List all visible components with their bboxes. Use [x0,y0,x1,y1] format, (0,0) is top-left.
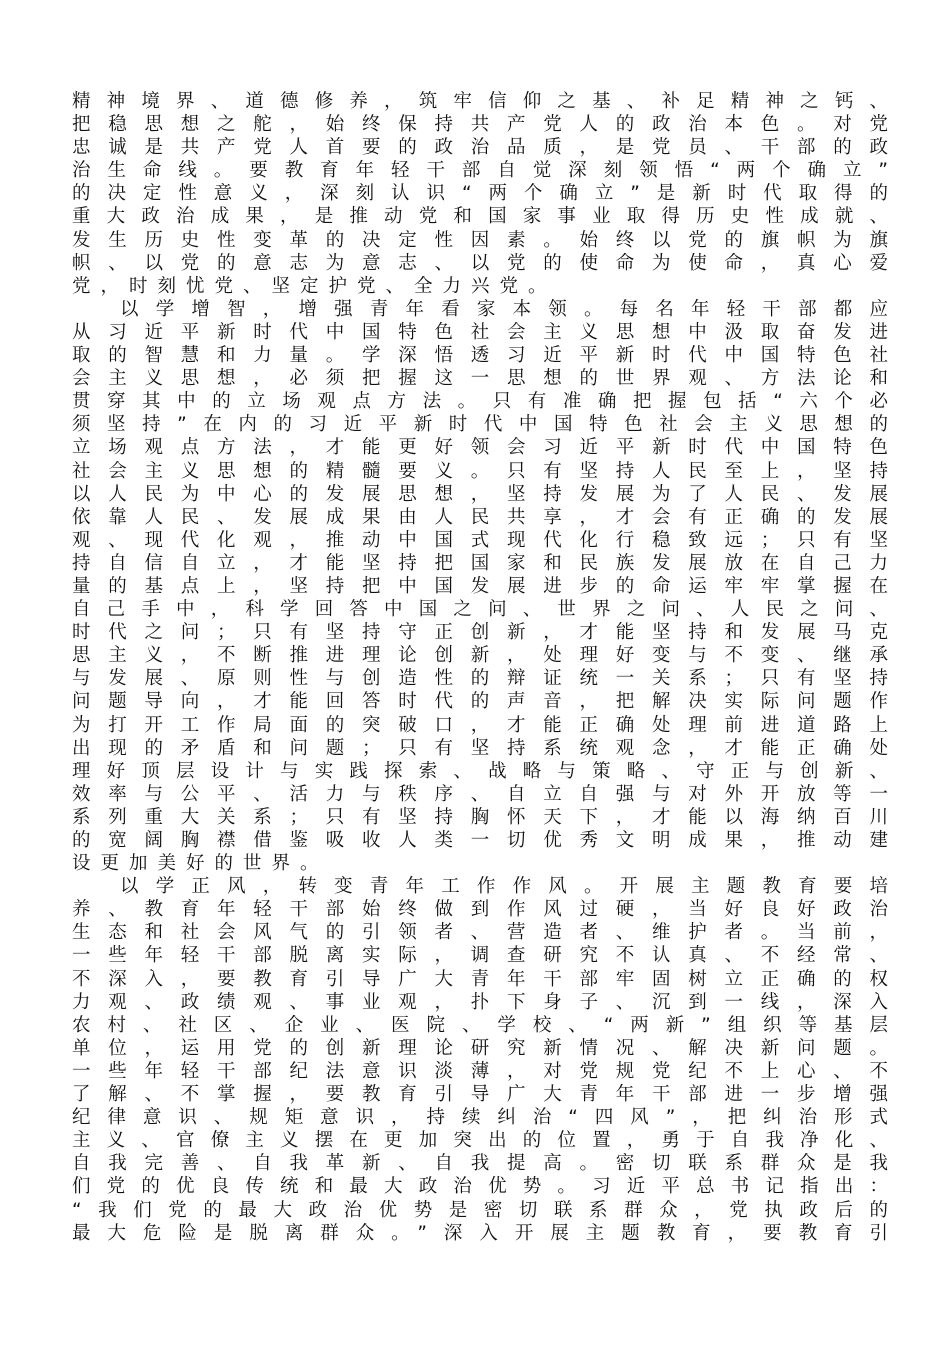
text-line: 系列重大关系；只有坚持胸怀天下，才能以海纳百川 [72,806,888,828]
text-line: 自己手中，科学回答中国之问、世界之问、人民之问、 [72,599,888,621]
document-page [72,90,888,1245]
text-line: 问题导向，才能回答时代的声音，把解决实际问题作 [72,691,888,713]
text-line: 的宽阔胸襟借鉴吸收人类一切优秀文明成果，推动建 [72,830,888,851]
text-line: 理好顶层设计与实践探索、战略与策略、守正与创新、 [72,760,888,782]
text-line: 精神境界、道德修养，筑牢信仰之基、补足精神之钙、 [72,91,888,112]
text-line: 一些年轻干部脱离实际，调查研究不认真、不经常、 [72,945,888,967]
text-line: 主义、官僚主义摆在更加突出的位置，勇于自我净化、 [72,1130,888,1152]
text-line: 取的智慧和力量。学深悟透习近平新时代中国特色社 [72,345,888,367]
text-line: 忠诚是共产党人首要的政治品质，是党员、干部的政 [72,137,888,159]
text-line: 社会主义思想的精髓要义。只有坚持人民至上，坚持 [72,460,888,482]
text-line: 持自信自立，才能坚持把国家和民族发展放在自己力 [72,552,888,574]
text-line: 不深入，要教育引导广大青年干部牢固树立正确的权 [72,968,888,990]
text-line: 以人民为中心的发展思想，坚持发展为了人民、发展 [72,483,888,505]
text-line: 与发展、原则性与创造性的辩证统一关系；只有坚持 [72,668,888,690]
text-line: “我们党的最大政治优势是密切联系群众，党执政后的 [72,1199,888,1221]
text-line: 单位，运用党的创新理论研究新情况、解决新问题。 [72,1037,888,1059]
text-line: 时代之问；只有坚持守正创新，才能坚持和发展马克 [72,622,888,644]
text-line: 力观、政绩观、事业观，扑下身子、沉到一线，深入 [72,991,888,1013]
text-line: 农村、社区、企业、医院、学校、“两新”组织等基层 [72,1014,888,1036]
text-line: 生态和社会风气的引领者、营造者、维护者。当前， [72,922,888,944]
text-line: 了解、不掌握，要教育引导广大青年干部进一步增强 [72,1084,888,1106]
text-line: 贯穿其中的立场观点方法。只有准确把握包括“六个必 [72,391,888,413]
text-line: 重大政治成果，是推动党和国家事业取得历史性成就、 [72,206,888,228]
text-line: 帜、以党的意志为意志、以党的使命为使命，真心爱 [72,252,888,274]
text-line: 最大危险是脱离群众。”深入开展主题教育，要教育引 [72,1222,888,1244]
text-line: 量的基点上，坚持把中国发展进步的命运牢牢掌握在 [72,575,888,597]
text-line: 立场观点方法，才能更好领会习近平新时代中国特色 [72,437,888,459]
text-line: 思主义，不断推进理论创新，处理好变与不变、继承 [72,645,888,667]
text-line: 一些年轻干部纪法意识淡薄，对党规党纪不上心、不 [72,1060,888,1082]
text-line: 为打开工作局面的突破口，才能正确处理前进道路上 [72,714,888,736]
text-line: 从习近平新时代中国特色社会主义思想中汲取奋发进 [72,321,888,343]
text-line: 们党的优良传统和最大政治优势。习近平总书记指出： [72,1176,888,1198]
text-line: 的决定性意义，深刻认识“两个确立”是新时代取得的 [72,183,888,205]
text-line: 观、现代化观，推动中国式现代化行稳致远；只有坚 [72,529,888,551]
text-line: 出现的矛盾和问题；只有坚持系统观念，才能正确处 [72,737,888,759]
text-line: 养、教育年轻干部始终做到作风过硬，当好良好政治 [72,899,888,921]
text-line: 须坚持”在内的习近平新时代中国特色社会主义思想的 [72,414,888,436]
paragraph-last-line: 党，时刻忧党、坚定护党、全力兴党。 [72,275,557,297]
text-line: 发生历史性变革的决定性因素。始终以党的旗帜为旗 [72,229,888,251]
text-line: 自我完善、自我革新、自我提高。密切联系群众是我 [72,1153,888,1175]
paragraph-first-line: 以学正风，转变青年工作作风。开展主题教育要培 [120,876,888,898]
text-line: 效率与公平、活力与秩序、自立自强与对外开放等一 [72,783,888,805]
paragraph-first-line: 以学增智，增强青年看家本领。每名年轻干部都应 [120,298,888,320]
text-line: 会主义思想，必须把握这一思想的世界观、方法论和 [72,368,888,390]
text-line: 治生命线。要教育年轻干部自觉深刻领悟“两个确立” [72,160,888,182]
text-line: 把稳思想之舵，始终保持共产党人的政治本色。对党 [72,114,888,136]
paragraph-last-line: 设更加美好的世界。 [72,853,329,875]
text-line: 纪律意识、规矩意识，持续纠治“四风”，把纠治形式 [72,1107,888,1129]
text-line: 依靠人民、发展成果由人民共享，才会有正确的发展 [72,506,888,528]
